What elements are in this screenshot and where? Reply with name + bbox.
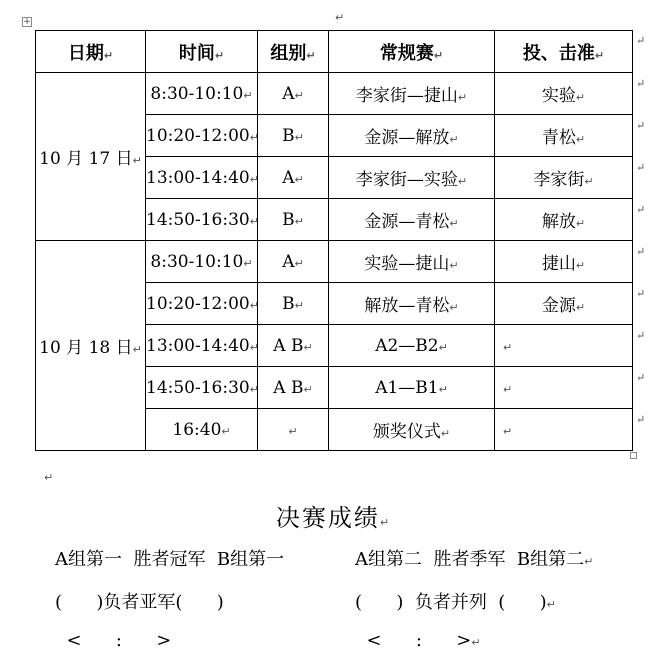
group-cell: A↵ [258, 241, 329, 283]
header-cell: 组别↵ [258, 31, 329, 73]
table-row [36, 241, 633, 283]
accuracy-cell: 实验↵ [495, 73, 633, 115]
time-cell: 8:30-10:10↵ [146, 241, 258, 283]
row-end-mark: ↵ [636, 34, 646, 47]
match-cell: 金源—解放↵ [329, 115, 495, 157]
row-end-mark: ↵ [636, 245, 646, 258]
paragraph-mark: ↵ [335, 11, 345, 24]
accuracy-cell: ↵ [495, 409, 633, 451]
table-header-row [36, 31, 633, 73]
accuracy-cell: 青松↵ [495, 115, 633, 157]
results-right-line-1: A组第二 胜者季军 B组第二↵ [355, 549, 594, 570]
results-right-line-2: ( ) 负者并列 ( )↵ [355, 592, 556, 613]
header-cell: 常规赛↵ [329, 31, 495, 73]
header-cell: 日期↵ [36, 31, 146, 73]
time-cell: 16:40↵ [146, 409, 258, 451]
time-cell: 13:00-14:40↵ [146, 325, 258, 367]
date-cell: 10 月 17 日↵ [36, 73, 146, 241]
match-cell: 李家街—捷山↵ [329, 73, 495, 115]
header-cell: 投、击准↵ [495, 31, 633, 73]
accuracy-cell: ↵ [495, 367, 633, 409]
time-cell: 14:50-16:30↵ [146, 367, 258, 409]
table-resize-handle-icon[interactable] [630, 452, 637, 459]
group-cell: B↵ [258, 199, 329, 241]
results-left-line-1: A组第一 胜者冠军 B组第一 [55, 549, 285, 570]
time-cell: 10:20-12:00↵ [146, 115, 258, 157]
table-move-handle-icon[interactable]: + [23, 17, 31, 27]
row-end-mark: ↵ [636, 119, 646, 132]
row-end-mark: ↵ [636, 161, 646, 174]
group-cell: A B↵ [258, 367, 329, 409]
accuracy-cell: ↵ [495, 325, 633, 367]
accuracy-cell: 李家街↵ [495, 157, 633, 199]
row-end-mark: ↵ [636, 287, 646, 300]
time-cell: 14:50-16:30↵ [146, 199, 258, 241]
group-cell: A B↵ [258, 325, 329, 367]
time-cell: 13:00-14:40↵ [146, 157, 258, 199]
row-end-mark: ↵ [636, 77, 646, 90]
match-cell: A1—B1↵ [329, 367, 495, 409]
schedule-table [35, 30, 633, 451]
group-cell: B↵ [258, 283, 329, 325]
accuracy-cell: 金源↵ [495, 283, 633, 325]
accuracy-cell: 解放↵ [495, 199, 633, 241]
results-title: 决赛成绩↵ [275, 504, 392, 532]
results-left-line-2: ( )负者亚军( ) [55, 592, 224, 613]
row-end-mark: ↵ [636, 371, 646, 384]
group-cell: A↵ [258, 157, 329, 199]
row-end-mark: ↵ [636, 203, 646, 216]
results-left-line-3: < : > [55, 630, 172, 651]
group-cell: B↵ [258, 115, 329, 157]
group-cell: A↵ [258, 73, 329, 115]
match-cell: A2—B2↵ [329, 325, 495, 367]
match-cell: 颁奖仪式↵ [329, 409, 495, 451]
header-cell: 时间↵ [146, 31, 258, 73]
match-cell: 解放—青松↵ [329, 283, 495, 325]
time-cell: 10:20-12:00↵ [146, 283, 258, 325]
table-row [36, 73, 633, 115]
row-end-mark: ↵ [636, 413, 646, 426]
date-cell: 10 月 18 日↵ [36, 241, 146, 451]
accuracy-cell: 捷山↵ [495, 241, 633, 283]
paragraph-mark: ↵ [44, 471, 54, 484]
match-cell: 实验—捷山↵ [329, 241, 495, 283]
group-cell: ↵ [258, 409, 329, 451]
time-cell: 8:30-10:10↵ [146, 73, 258, 115]
row-end-mark: ↵ [636, 329, 646, 342]
results-right-line-3: < : >↵ [355, 630, 481, 651]
match-cell: 金源—青松↵ [329, 199, 495, 241]
match-cell: 李家街—实验↵ [329, 157, 495, 199]
